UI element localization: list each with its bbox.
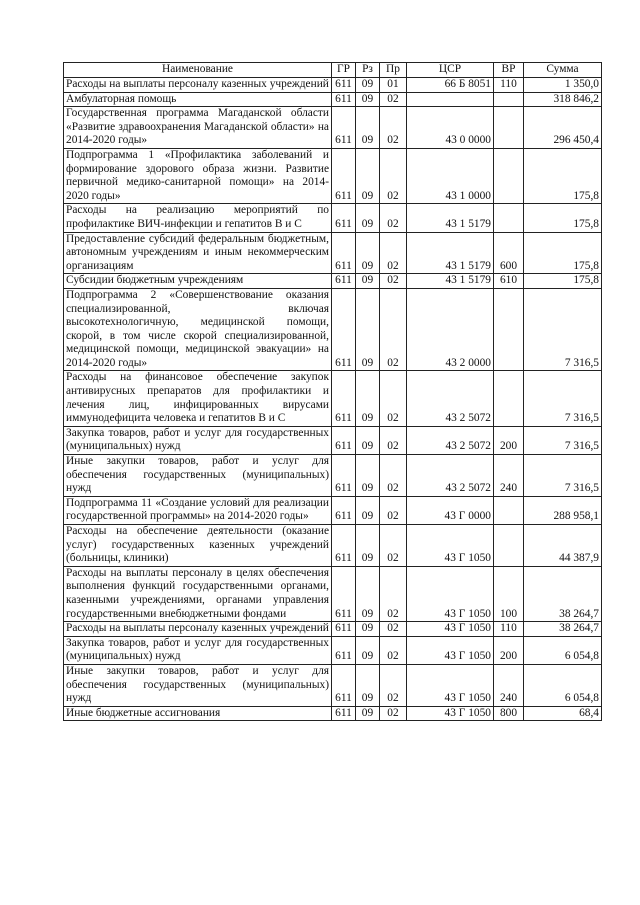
cell-name: Подпрограмма 11 «Создание условий для реализации государственной программы» на 2014-2020 годы» [64, 496, 332, 524]
cell-gr: 611 [332, 92, 356, 107]
table-row [64, 706, 602, 721]
cell-rz: 09 [356, 664, 380, 706]
cell-gr: 611 [332, 148, 356, 203]
cell-vr: 610 [494, 274, 524, 289]
cell-name: Подпрограмма 2 «Совершенствование оказания специализированной, включая высокотехнологичную, медицинской помощи, скорой, в том числе скорой специализированной, медицинской помощи, медицинской эвакуации» на 2014-2020 годы» [64, 288, 332, 371]
cell-pr: 02 [380, 107, 407, 149]
cell-vr: 240 [494, 455, 524, 497]
table-row [64, 525, 602, 567]
table-row [64, 496, 602, 524]
cell-rz: 09 [356, 232, 380, 274]
cell-sum: 6 054,8 [524, 636, 602, 664]
cell-vr [494, 204, 524, 232]
table-row [64, 148, 602, 203]
cell-name: Расходы на выплаты персоналу казенных учреждений [64, 622, 332, 637]
cell-gr: 611 [332, 566, 356, 621]
cell-name: Иные закупки товаров, работ и услуг для обеспечения государственных (муниципальных) нужд [64, 664, 332, 706]
cell-gr: 611 [332, 274, 356, 289]
cell-pr: 02 [380, 525, 407, 567]
cell-pr: 02 [380, 371, 407, 426]
header-row [64, 63, 602, 78]
cell-csr: 43 Г 1050 [407, 525, 494, 567]
cell-csr: 43 1 5179 [407, 204, 494, 232]
cell-rz: 09 [356, 371, 380, 426]
cell-vr: 600 [494, 232, 524, 274]
cell-csr: 66 Б 8051 [407, 78, 494, 93]
cell-gr: 611 [332, 455, 356, 497]
cell-gr: 611 [332, 426, 356, 454]
cell-name: Государственная программа Магаданской области «Развитие здравоохранения Магаданской области» на 2014-2020 годы» [64, 107, 332, 149]
cell-name: Амбулаторная помощь [64, 92, 332, 107]
cell-rz: 09 [356, 204, 380, 232]
table-row [64, 371, 602, 426]
cell-rz: 09 [356, 455, 380, 497]
cell-csr: 43 Г 1050 [407, 622, 494, 637]
cell-csr: 43 Г 1050 [407, 664, 494, 706]
cell-gr: 611 [332, 232, 356, 274]
cell-name: Субсидии бюджетным учреждениям [64, 274, 332, 289]
cell-pr: 02 [380, 636, 407, 664]
cell-name: Закупка товаров, работ и услуг для государственных (муниципальных) нужд [64, 636, 332, 664]
cell-name: Расходы на финансовое обеспечение закупок антивирусных препаратов для профилактики и лечения лиц, инфицированных вирусами иммунодефицита человека и гепатитов В и С [64, 371, 332, 426]
cell-vr: 200 [494, 426, 524, 454]
cell-csr: 43 2 5072 [407, 371, 494, 426]
cell-gr: 611 [332, 664, 356, 706]
cell-gr: 611 [332, 525, 356, 567]
cell-sum: 175,8 [524, 148, 602, 203]
cell-rz: 09 [356, 566, 380, 621]
cell-rz: 09 [356, 622, 380, 637]
cell-csr [407, 92, 494, 107]
table-row [64, 78, 602, 93]
cell-name: Иные бюджетные ассигнования [64, 706, 332, 721]
cell-pr: 02 [380, 204, 407, 232]
cell-sum: 44 387,9 [524, 525, 602, 567]
cell-pr: 01 [380, 78, 407, 93]
cell-sum: 6 054,8 [524, 664, 602, 706]
cell-rz: 09 [356, 636, 380, 664]
cell-sum: 288 958,1 [524, 496, 602, 524]
cell-csr: 43 Г 0000 [407, 496, 494, 524]
cell-gr: 611 [332, 636, 356, 664]
cell-csr: 43 2 5072 [407, 455, 494, 497]
cell-gr: 611 [332, 706, 356, 721]
cell-sum: 7 316,5 [524, 288, 602, 371]
cell-name: Расходы на выплаты персоналу в целях обеспечения выполнения функций государственными органами, казенными учреждениями, органами управления государственными внебюджетными фондами [64, 566, 332, 621]
cell-gr: 611 [332, 107, 356, 149]
cell-vr [494, 525, 524, 567]
cell-sum: 175,8 [524, 232, 602, 274]
header-rz: Рз [356, 63, 380, 78]
table-row [64, 288, 602, 371]
cell-rz: 09 [356, 148, 380, 203]
cell-vr [494, 107, 524, 149]
cell-pr: 02 [380, 232, 407, 274]
cell-gr: 611 [332, 622, 356, 637]
cell-rz: 09 [356, 525, 380, 567]
cell-pr: 02 [380, 664, 407, 706]
cell-pr: 02 [380, 455, 407, 497]
table-body [64, 78, 602, 721]
cell-name: Расходы на выплаты персоналу казенных учреждений [64, 78, 332, 93]
budget-table [63, 62, 602, 721]
cell-rz: 09 [356, 274, 380, 289]
table-row [64, 566, 602, 621]
cell-vr [494, 148, 524, 203]
table-row [64, 232, 602, 274]
table-row [64, 92, 602, 107]
cell-pr: 02 [380, 92, 407, 107]
cell-name: Подпрограмма 1 «Профилактика заболеваний и формирование здорового образа жизни. Развитие первичной медико-санитарной помощи» на 2014-2020 годы» [64, 148, 332, 203]
cell-pr: 02 [380, 274, 407, 289]
table-row [64, 664, 602, 706]
cell-csr: 43 1 5179 [407, 232, 494, 274]
cell-rz: 09 [356, 92, 380, 107]
cell-vr [494, 288, 524, 371]
cell-rz: 09 [356, 107, 380, 149]
cell-sum: 175,8 [524, 204, 602, 232]
header-csr: ЦСР [407, 63, 494, 78]
cell-pr: 02 [380, 496, 407, 524]
cell-gr: 611 [332, 288, 356, 371]
cell-vr: 110 [494, 622, 524, 637]
cell-sum: 296 450,4 [524, 107, 602, 149]
cell-sum: 7 316,5 [524, 455, 602, 497]
cell-sum: 38 264,7 [524, 566, 602, 621]
cell-sum: 38 264,7 [524, 622, 602, 637]
cell-gr: 611 [332, 204, 356, 232]
cell-csr: 43 2 5072 [407, 426, 494, 454]
cell-sum: 1 350,0 [524, 78, 602, 93]
cell-pr: 02 [380, 566, 407, 621]
cell-csr: 43 1 5179 [407, 274, 494, 289]
cell-pr: 02 [380, 288, 407, 371]
cell-sum: 68,4 [524, 706, 602, 721]
cell-rz: 09 [356, 496, 380, 524]
cell-name: Расходы на обеспечение деятельности (оказание услуг) государственных казенных учреждений (больницы, клиники) [64, 525, 332, 567]
cell-name: Предоставление субсидий федеральным бюджетным, автономным учреждениям и иным некоммерческим организациям [64, 232, 332, 274]
cell-vr: 800 [494, 706, 524, 721]
header-pr: Пр [380, 63, 407, 78]
table-row [64, 636, 602, 664]
cell-rz: 09 [356, 288, 380, 371]
cell-rz: 09 [356, 426, 380, 454]
cell-vr: 240 [494, 664, 524, 706]
cell-sum: 318 846,2 [524, 92, 602, 107]
cell-pr: 02 [380, 148, 407, 203]
cell-csr: 43 Г 1050 [407, 566, 494, 621]
cell-vr: 100 [494, 566, 524, 621]
table-row [64, 204, 602, 232]
cell-csr: 43 Г 1050 [407, 706, 494, 721]
cell-rz: 09 [356, 706, 380, 721]
cell-csr: 43 Г 1050 [407, 636, 494, 664]
cell-vr [494, 496, 524, 524]
header-gr: ГР [332, 63, 356, 78]
cell-vr [494, 92, 524, 107]
cell-gr: 611 [332, 496, 356, 524]
header-vr: ВР [494, 63, 524, 78]
cell-sum: 7 316,5 [524, 371, 602, 426]
cell-vr [494, 371, 524, 426]
header-name: Наименование [64, 63, 332, 78]
table-row [64, 274, 602, 289]
cell-vr: 110 [494, 78, 524, 93]
cell-gr: 611 [332, 371, 356, 426]
table-row [64, 622, 602, 637]
cell-sum: 7 316,5 [524, 426, 602, 454]
cell-rz: 09 [356, 78, 380, 93]
cell-csr: 43 0 0000 [407, 107, 494, 149]
cell-sum: 175,8 [524, 274, 602, 289]
cell-csr: 43 1 0000 [407, 148, 494, 203]
cell-name: Иные закупки товаров, работ и услуг для обеспечения государственных (муниципальных) нужд [64, 455, 332, 497]
cell-name: Закупка товаров, работ и услуг для государственных (муниципальных) нужд [64, 426, 332, 454]
cell-pr: 02 [380, 622, 407, 637]
cell-vr: 200 [494, 636, 524, 664]
table-row [64, 455, 602, 497]
cell-pr: 02 [380, 426, 407, 454]
cell-pr: 02 [380, 706, 407, 721]
table-row [64, 107, 602, 149]
cell-name: Расходы на реализацию мероприятий по профилактике ВИЧ-инфекции и гепатитов В и С [64, 204, 332, 232]
cell-csr: 43 2 0000 [407, 288, 494, 371]
header-sum: Сумма [524, 63, 602, 78]
table-header [64, 63, 602, 78]
table-row [64, 426, 602, 454]
cell-gr: 611 [332, 78, 356, 93]
